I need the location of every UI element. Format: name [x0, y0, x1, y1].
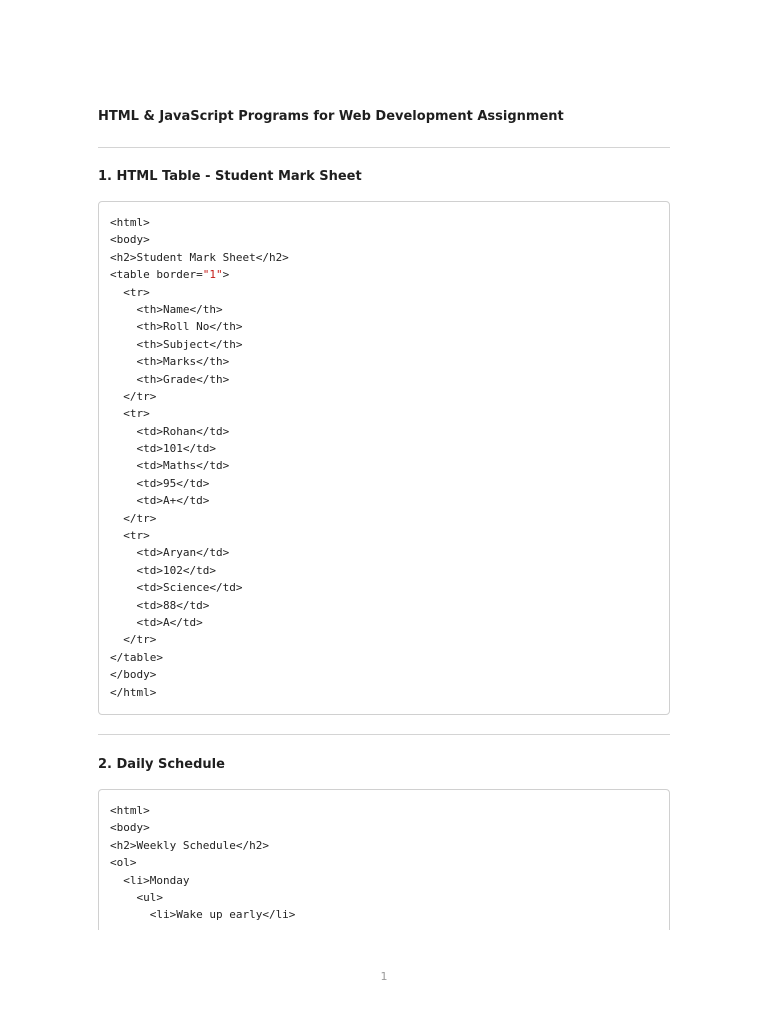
code-line: <h2>Student Mark Sheet</h2> — [110, 250, 289, 264]
code-line: <li>Monday — [110, 873, 190, 887]
code-block-mark-sheet — [98, 201, 670, 715]
code-line: <body> — [110, 233, 150, 247]
code-line: </tr> — [110, 511, 157, 525]
code-line: <td>102</td> — [110, 563, 216, 577]
section-heading-mark-sheet: 1. HTML Table - Student Mark Sheet — [98, 169, 362, 184]
code-line: <td>Rohan</td> — [110, 424, 230, 438]
section-heading-daily-schedule: 2. Daily Schedule — [98, 757, 225, 772]
code-line: <th>Roll No</th> — [110, 320, 243, 334]
code-line: <th>Marks</th> — [110, 355, 230, 369]
code-line: </tr> — [110, 633, 157, 647]
code-line: <td>88</td> — [110, 598, 210, 612]
code-line: <td>101</td> — [110, 442, 216, 456]
code-line: <td>Aryan</td> — [110, 546, 230, 560]
code-line: </table> — [110, 650, 163, 664]
code-line: <td>Maths</td> — [110, 459, 230, 473]
section-divider — [98, 734, 670, 735]
page-number: 1 — [380, 970, 388, 983]
code-line: <ul> — [110, 890, 163, 904]
code-line: <tr> — [110, 285, 150, 299]
code-line: <ol> — [110, 856, 137, 870]
code-line: <th>Subject</th> — [110, 337, 243, 351]
code-line: </body> — [110, 668, 157, 682]
document-title: HTML & JavaScript Programs for Web Development Assignment — [98, 109, 564, 124]
code-line: <td>A</td> — [110, 615, 203, 629]
code-line: <tr> — [110, 529, 150, 543]
code-line: <h2>Weekly Schedule</h2> — [110, 838, 269, 852]
code-line: <html> — [110, 804, 150, 817]
code-line: </html> — [110, 685, 157, 699]
code-line: <html> — [110, 216, 150, 229]
code-line: <th>Grade</th> — [110, 372, 230, 386]
code-line: <table border="1"> — [110, 268, 230, 282]
code-block-daily-schedule — [98, 789, 670, 930]
section-divider — [98, 147, 670, 148]
code-line: </tr> — [110, 389, 157, 403]
code-line: <td>A+</td> — [110, 494, 210, 508]
code-line: <body> — [110, 821, 150, 835]
code-line: <td>95</td> — [110, 476, 210, 490]
code-line: <td>Science</td> — [110, 581, 243, 595]
document-page — [98, 0, 670, 930]
code-line: <th>Name</th> — [110, 302, 223, 316]
code-line: <tr> — [110, 407, 150, 421]
code-line: <li>Wake up early</li> — [110, 908, 296, 922]
